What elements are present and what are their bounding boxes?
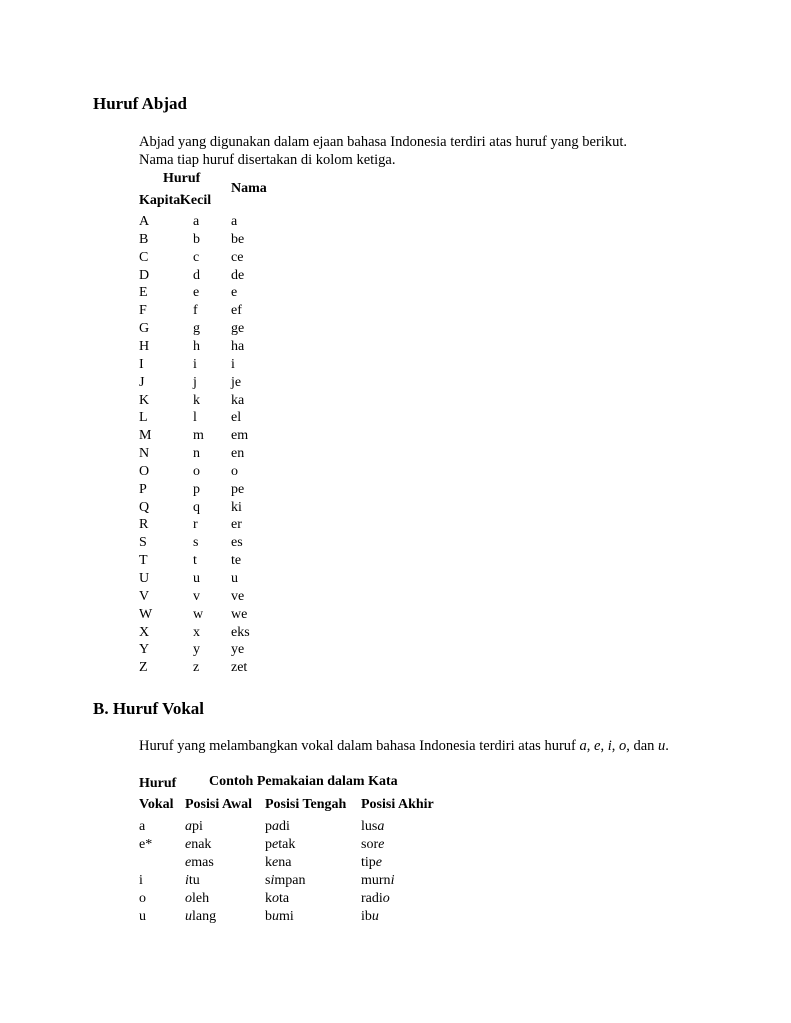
word-part: murn — [361, 873, 391, 888]
kapital-cell: I — [139, 356, 144, 372]
vowel-highlight: i — [185, 873, 189, 888]
word-part: s — [265, 873, 271, 888]
word-part: ib — [361, 909, 372, 924]
posisi-tengah-cell — [265, 836, 295, 854]
vowel-highlight: a — [377, 819, 385, 834]
intro-text: , — [611, 738, 619, 754]
word-part: tak — [278, 837, 296, 852]
posisi-awal-cell — [185, 854, 214, 872]
kapital-cell: C — [139, 249, 149, 265]
section-a-intro-line2: Nama tiap huruf disertakan di kolom ketiga. — [139, 152, 396, 168]
kecil-cell: e — [193, 285, 200, 301]
nama-cell: e — [231, 285, 238, 301]
nama-cell: ve — [231, 588, 245, 604]
vowel-letter: o — [618, 738, 627, 754]
kapital-cell: P — [139, 481, 147, 497]
kapital-cell: W — [139, 606, 153, 622]
kapital-cell: X — [139, 624, 150, 640]
kecil-cell: u — [193, 571, 200, 586]
posisi-awal-cell — [185, 908, 216, 926]
nama-cell: we — [231, 606, 248, 622]
header-posisi-akhir: Posisi Akhir — [361, 797, 434, 812]
kapital-cell: G — [139, 321, 150, 337]
kapital-cell: J — [139, 374, 145, 390]
kapital-cell: T — [139, 553, 148, 569]
vokal-cell: i — [139, 873, 143, 888]
kapital-cell: Y — [139, 642, 150, 658]
posisi-akhir-cell — [361, 872, 394, 890]
kecil-cell: q — [193, 499, 200, 515]
kecil-cell: b — [193, 231, 200, 247]
kapital-cell: A — [139, 214, 150, 229]
vowel-letter: u — [658, 738, 666, 754]
vowel-highlight: i — [270, 873, 275, 888]
nama-cell: ki — [231, 499, 242, 515]
word-part: ta — [279, 891, 290, 906]
vowel-letter: e — [594, 738, 601, 754]
kapital-cell: D — [139, 267, 150, 283]
word-part: mpan — [274, 873, 306, 888]
kecil-cell: z — [193, 660, 200, 676]
intro-text: Huruf yang melambangkan vokal dalam bahasa Indonesia terdiri atas huruf — [139, 738, 580, 754]
kapital-cell: V — [139, 588, 150, 604]
header-kapital: Kapital — [139, 193, 185, 208]
posisi-akhir-cell — [361, 836, 384, 854]
kapital-cell: R — [139, 517, 149, 533]
nama-cell: te — [231, 553, 242, 569]
vowel-highlight: e — [378, 837, 385, 852]
vowel-highlight: a — [185, 819, 192, 834]
word-part: di — [279, 819, 290, 834]
kecil-cell: n — [193, 446, 200, 462]
nama-cell: i — [231, 356, 235, 372]
word-part: na — [278, 855, 292, 870]
word-part: lang — [192, 909, 217, 924]
nama-cell: be — [231, 231, 245, 247]
vokal-cell: u — [139, 909, 146, 924]
word-part: tu — [188, 873, 200, 888]
posisi-akhir-cell — [361, 854, 382, 872]
header-huruf: Huruf — [139, 776, 177, 791]
kecil-cell: r — [193, 517, 198, 533]
nama-cell: ce — [231, 249, 244, 265]
kecil-cell: o — [193, 463, 200, 479]
nama-cell: a — [231, 214, 238, 229]
vokal-cell: a — [139, 819, 146, 834]
kapital-cell: L — [139, 410, 148, 426]
kapital-cell: Q — [139, 499, 150, 515]
nama-cell: eks — [231, 624, 250, 640]
kecil-cell: p — [193, 481, 200, 497]
posisi-akhir-cell — [361, 908, 379, 926]
nama-cell: pe — [231, 481, 245, 497]
kapital-cell: U — [139, 571, 150, 586]
nama-cell: o — [231, 463, 238, 479]
nama-cell: u — [231, 571, 238, 586]
kecil-cell: f — [193, 303, 198, 319]
kecil-cell: k — [193, 392, 200, 408]
kapital-cell: O — [139, 463, 150, 479]
vowel-highlight: u — [185, 909, 192, 924]
intro-text: , — [586, 738, 594, 754]
posisi-awal-cell — [185, 836, 211, 854]
section-b-title: B. Huruf Vokal — [93, 699, 205, 718]
vowel-highlight: u — [272, 909, 279, 924]
word-part: mi — [279, 909, 294, 924]
vowel-highlight: i — [390, 873, 395, 888]
vowel-highlight: e — [375, 855, 382, 870]
header-huruf: Huruf — [163, 171, 201, 186]
section-a-intro-line1: Abjad yang digunakan dalam ejaan bahasa Indonesia terdiri atas huruf yang berikut. — [139, 134, 627, 150]
kecil-cell: v — [193, 588, 200, 604]
vowel-highlight: a — [272, 819, 279, 834]
kecil-cell: w — [193, 606, 204, 622]
kecil-cell: m — [193, 428, 204, 444]
posisi-tengah-cell — [265, 908, 294, 926]
posisi-tengah-cell — [265, 890, 289, 908]
vowel-highlight: e — [185, 837, 192, 852]
kecil-cell: y — [193, 642, 200, 658]
header-vokal: Vokal — [139, 797, 174, 812]
kapital-cell: M — [139, 428, 152, 444]
kecil-cell: i — [193, 356, 197, 372]
vokal-cell: o — [139, 891, 146, 906]
word-part: sor — [361, 837, 379, 852]
kapital-cell: S — [139, 535, 147, 551]
nama-cell: ge — [231, 321, 245, 337]
nama-cell: de — [231, 267, 245, 283]
nama-cell: ye — [231, 642, 245, 658]
kecil-cell: c — [193, 249, 200, 265]
posisi-akhir-cell — [361, 818, 384, 836]
posisi-akhir-cell — [361, 890, 390, 908]
kapital-cell: Z — [139, 660, 148, 676]
word-part: p — [265, 819, 272, 834]
nama-cell: zet — [231, 660, 248, 676]
vowel-highlight: e — [185, 855, 192, 870]
kecil-cell: g — [193, 321, 200, 337]
kapital-cell: H — [139, 338, 150, 354]
posisi-tengah-cell — [265, 854, 291, 872]
word-part: k — [265, 855, 272, 870]
vowel-highlight: e — [272, 837, 279, 852]
header-kecil: Kecil — [180, 193, 212, 208]
kecil-cell: t — [193, 553, 197, 569]
section-a-title: Huruf Abjad — [93, 94, 187, 113]
kapital-cell: B — [139, 231, 149, 247]
kapital-cell: K — [139, 392, 150, 408]
posisi-awal-cell — [185, 872, 200, 890]
vokal-cell: e* — [139, 837, 153, 852]
header-contoh: Contoh Pemakaian dalam Kata — [209, 774, 398, 789]
word-part: mas — [191, 855, 214, 870]
posisi-awal-cell — [185, 818, 203, 836]
vowel-letter: a — [579, 738, 587, 754]
kecil-cell: j — [193, 374, 197, 390]
intro-text: , — [600, 738, 608, 754]
vowel-letter: i — [607, 738, 612, 754]
intro-text: . — [665, 738, 669, 754]
section-a-intro — [139, 133, 709, 169]
nama-cell: ef — [231, 303, 242, 319]
posisi-tengah-cell — [265, 872, 305, 890]
nama-cell: ha — [231, 338, 245, 354]
word-part: tip — [361, 855, 376, 870]
posisi-tengah-cell — [265, 818, 290, 836]
word-part: b — [265, 909, 272, 924]
kecil-cell: s — [193, 535, 199, 551]
kapital-cell: E — [139, 285, 148, 301]
nama-cell: el — [231, 410, 242, 426]
kecil-cell: x — [193, 624, 200, 640]
nama-cell: je — [231, 374, 242, 390]
vowel-highlight: e — [272, 855, 279, 870]
word-part: nak — [191, 837, 212, 852]
vowel-highlight: u — [371, 909, 379, 924]
header-posisi-awal: Posisi Awal — [185, 797, 253, 812]
intro-text: , dan — [626, 738, 659, 754]
kecil-cell: a — [193, 214, 200, 229]
vowel-highlight: o — [185, 891, 192, 906]
header-nama: Nama — [231, 181, 267, 196]
vowel-highlight: o — [272, 891, 279, 906]
word-part: leh — [192, 891, 210, 906]
posisi-awal-cell — [185, 890, 209, 908]
kecil-cell: d — [193, 267, 200, 283]
word-part: pi — [192, 819, 203, 834]
nama-cell: ka — [231, 392, 245, 408]
nama-cell: er — [231, 517, 242, 533]
word-part: lus — [361, 819, 378, 834]
nama-cell: en — [231, 446, 245, 462]
kapital-cell: N — [139, 446, 150, 462]
nama-cell: es — [231, 535, 243, 551]
vowel-highlight: o — [382, 891, 390, 906]
kapital-cell: F — [139, 303, 147, 319]
kecil-cell: h — [193, 338, 200, 354]
word-part: p — [265, 837, 272, 852]
nama-cell: em — [231, 428, 249, 444]
kecil-cell: l — [193, 410, 197, 426]
word-part: radi — [361, 891, 383, 906]
header-posisi-tengah: Posisi Tengah — [265, 797, 347, 812]
word-part: k — [265, 891, 272, 906]
section-b-intro — [139, 737, 709, 755]
